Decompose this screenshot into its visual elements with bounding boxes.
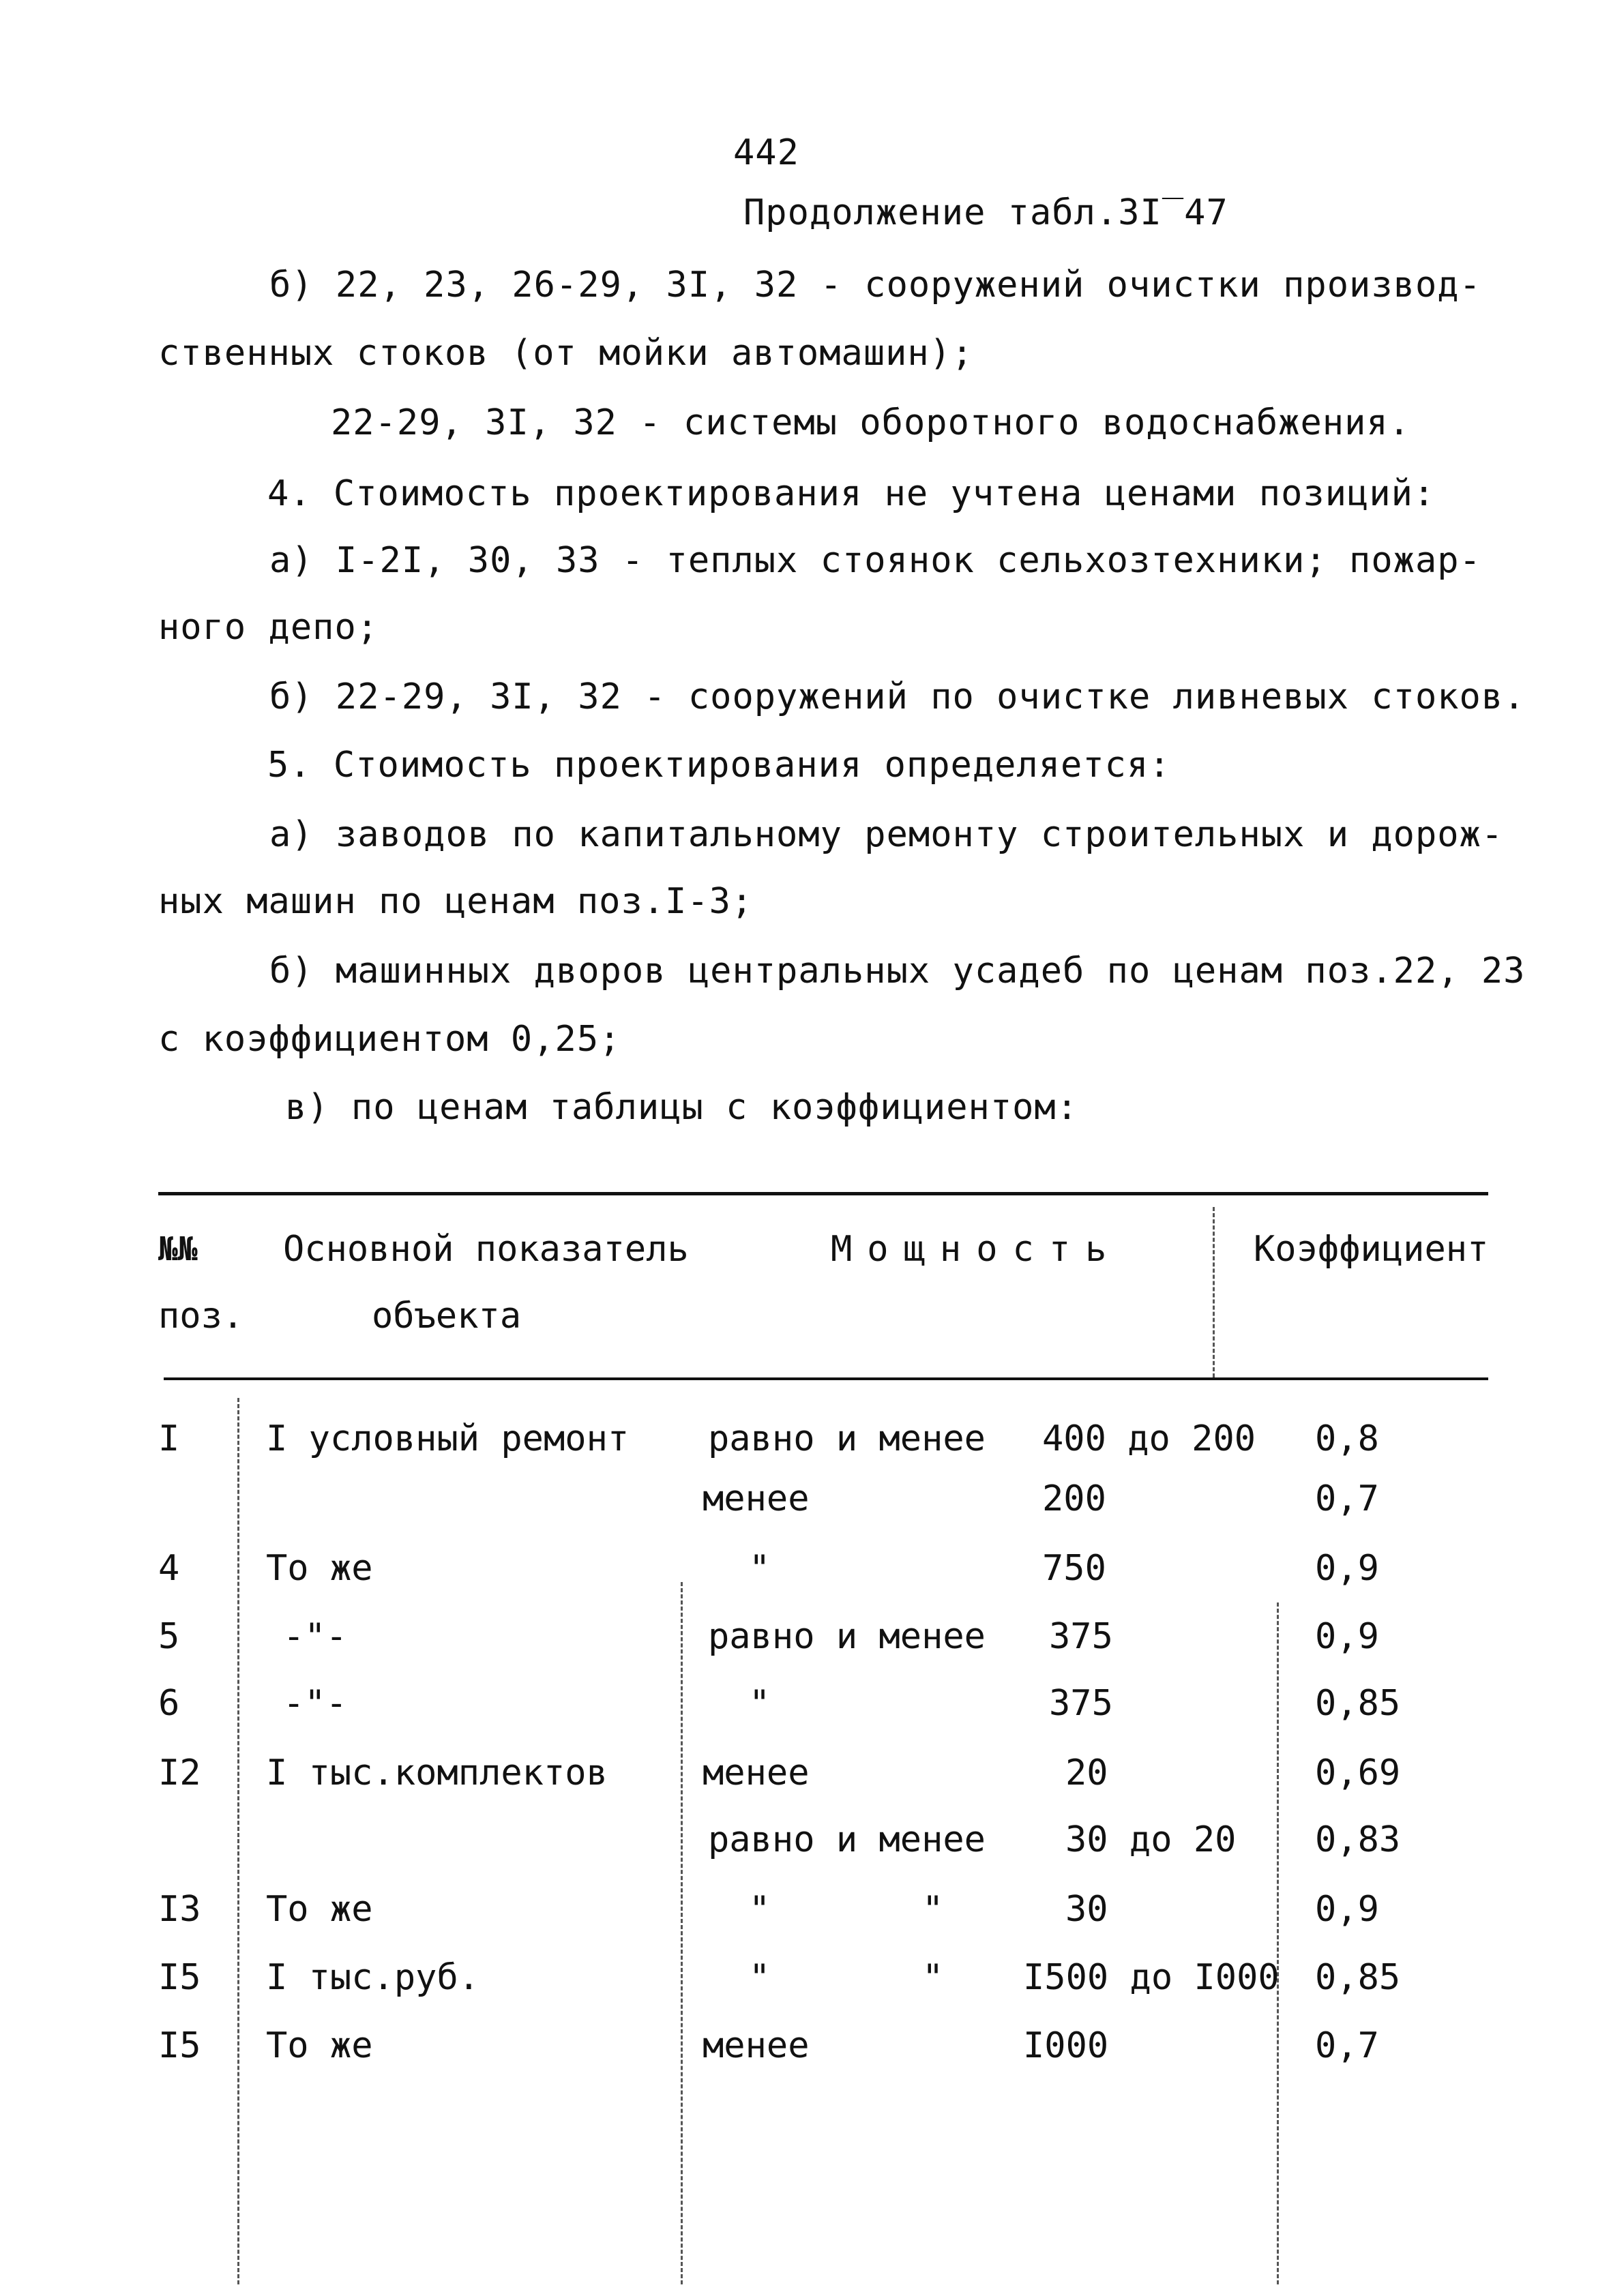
paragraph-line: с коэффициентом 0,25; (158, 1019, 621, 1060)
table-header-rule (164, 1377, 1488, 1380)
paragraph-line: ственных стоков (от мойки автомашин); (158, 333, 974, 374)
column-divider (237, 1398, 239, 2284)
cell-coefficient: 0,85 (1315, 1957, 1401, 1998)
cell-capacity: 20 (1065, 1753, 1108, 1793)
cell-indicator: То же (266, 1889, 373, 1930)
cell-condition: менее (703, 1753, 810, 1793)
cell-condition: равно и менее (708, 1418, 986, 1459)
header-indicator-line1: Основной показатель (283, 1229, 689, 1270)
cell-indicator: I тыс.комплектов (266, 1753, 608, 1793)
cell-condition: равно и менее (708, 1819, 986, 1860)
paragraph-line: ного депо; (158, 607, 379, 648)
cell-capacity: 375 (1049, 1616, 1113, 1657)
column-divider (681, 1582, 683, 2284)
cell-capacity: 30 до 20 (1065, 1819, 1237, 1860)
cell-indicator: -"- (283, 1616, 347, 1657)
cell-capacity: 30 (1065, 1889, 1108, 1930)
paragraph-line: а) заводов по капитальному ремонту строительных и дорож- (269, 814, 1504, 855)
paragraph-line: 5. Стоимость проектирования определяется: (267, 745, 1171, 786)
cell-condition: " (749, 1683, 771, 1724)
cell-indicator: I условный ремонт (266, 1418, 630, 1459)
cell-coefficient: 0,9 (1315, 1616, 1379, 1657)
cell-capacity: 375 (1049, 1683, 1113, 1724)
cell-capacity: I500 до I000 (1023, 1957, 1280, 1998)
cell-capacity: I000 (1023, 2025, 1109, 2066)
paragraph-line: б) машинных дворов центральных усадеб по ценам поз.22, 23 (269, 951, 1526, 992)
cell-condition-ditto: " (922, 1889, 944, 1930)
cell-pos: I (158, 1418, 180, 1459)
header-indicator-line2: объекта (372, 1296, 522, 1337)
cell-indicator: То же (266, 1548, 373, 1589)
page-number: 442 (733, 132, 799, 173)
header-capacity: Мощность (831, 1229, 1122, 1270)
header-pos-line1: №№ (158, 1230, 198, 1268)
cell-condition: " (749, 1548, 771, 1589)
cell-coefficient: 0,85 (1315, 1683, 1401, 1724)
paragraph-line: 22-29, 3I, 32 - системы оборотного водоснабжения. (331, 402, 1411, 443)
cell-pos: I2 (158, 1753, 201, 1793)
cell-pos: I5 (158, 2025, 201, 2066)
cell-capacity: 200 (1042, 1478, 1106, 1519)
cell-pos: 6 (158, 1683, 180, 1724)
cell-capacity: 400 до 200 (1042, 1418, 1256, 1459)
cell-pos: 5 (158, 1616, 180, 1657)
cell-coefficient: 0,9 (1315, 1548, 1379, 1589)
header-coefficient: Коэффициент (1254, 1229, 1489, 1270)
cell-coefficient: 0,9 (1315, 1889, 1379, 1930)
cell-condition: " (749, 1957, 771, 1998)
cell-pos: 4 (158, 1548, 180, 1589)
cell-condition: равно и менее (708, 1616, 986, 1657)
cell-capacity: 750 (1042, 1548, 1106, 1589)
table-top-rule (158, 1192, 1488, 1195)
header-column-divider (1213, 1207, 1215, 1377)
header-pos-line2: поз. (158, 1296, 244, 1337)
cell-coefficient: 0,7 (1315, 2025, 1379, 2066)
paragraph-line: б) 22, 23, 26-29, 3I, 32 - сооружений очистки производ- (269, 265, 1481, 305)
paragraph-line: 4. Стоимость проектирования не учтена ценами позиций: (267, 473, 1436, 514)
cell-indicator: I тыс.руб. (266, 1957, 480, 1998)
cell-pos: I5 (158, 1957, 201, 1998)
cell-indicator: То же (266, 2025, 373, 2066)
paragraph-line: ных машин по ценам поз.I-3; (158, 881, 754, 922)
column-divider (1277, 1602, 1279, 2284)
cell-coefficient: 0,8 (1315, 1418, 1379, 1459)
cell-pos: I3 (158, 1889, 201, 1930)
cell-condition-ditto: " (922, 1957, 944, 1998)
cell-condition: " (749, 1889, 771, 1930)
cell-condition: менее (703, 1478, 810, 1519)
paragraph-line: б) 22-29, 3I, 32 - сооружений по очистке ливневых стоков. (269, 676, 1526, 717)
cell-coefficient: 0,83 (1315, 1819, 1401, 1860)
paragraph-line: в) по ценам таблицы с коэффициентом: (285, 1087, 1079, 1128)
table-reference: Продолжение табл.3I‾47 (743, 192, 1228, 233)
cell-condition: менее (703, 2025, 810, 2066)
cell-coefficient: 0,7 (1315, 1478, 1379, 1519)
cell-coefficient: 0,69 (1315, 1753, 1401, 1793)
paragraph-line: а) I-2I, 30, 33 - теплых стоянок сельхозтехники; пожар- (269, 540, 1481, 581)
cell-indicator: -"- (283, 1683, 347, 1724)
